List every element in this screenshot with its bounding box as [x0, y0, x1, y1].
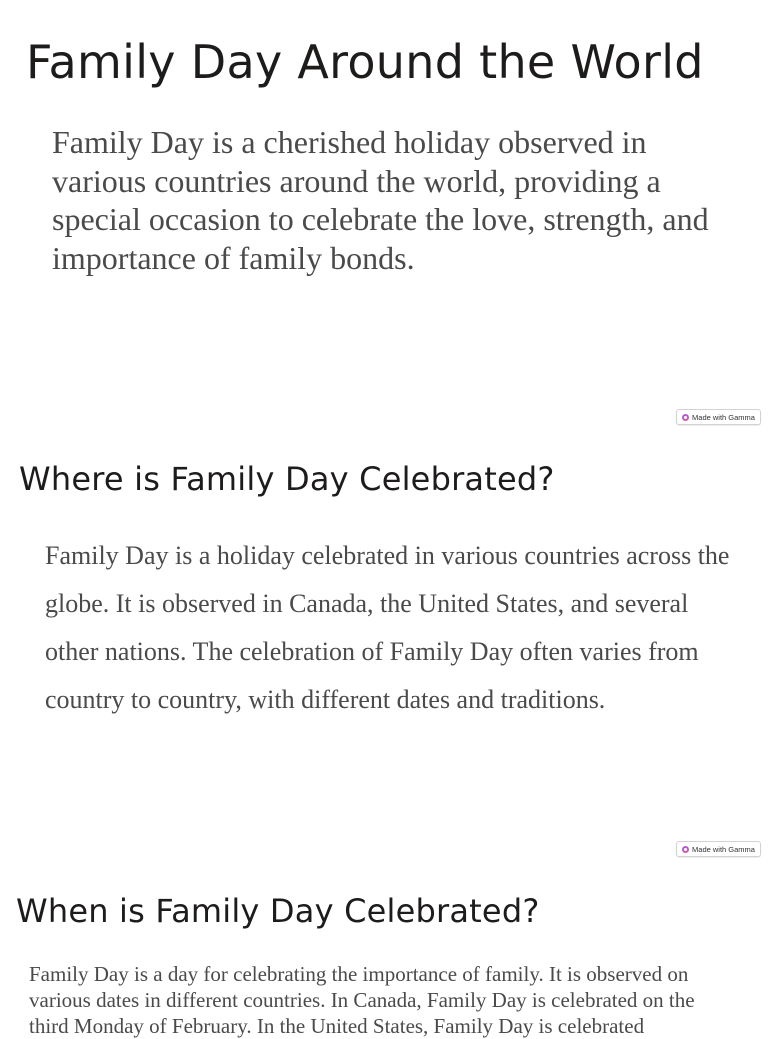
badge-label: Made with Gamma — [692, 844, 755, 854]
made-with-gamma-badge[interactable] — [676, 841, 761, 857]
gamma-logo-icon — [682, 414, 689, 421]
badge-label: Made with Gamma — [692, 412, 755, 422]
slide-1-body: Family Day is a cherished holiday observed in various countries around the world, providing a special occasion to celebrate the love, strength, and importance of family bonds. — [52, 124, 709, 276]
slide-2-body: Family Day is a holiday celebrated in various countries across the globe. It is observed in Canada, the United States, and several other nations. The celebration of Family Day often varies from country to country, with different dates and traditions. — [45, 541, 730, 714]
slide-2-title: Where is Family Day Celebrated? — [19, 460, 555, 498]
slide-3-title: When is Family Day Celebrated? — [16, 892, 540, 930]
made-with-gamma-badge[interactable] — [676, 409, 761, 425]
gamma-logo-icon — [682, 846, 689, 853]
slide-1-title: Family Day Around the World — [26, 35, 704, 89]
slide-3-body: Family Day is a day for celebrating the importance of family. It is observed on various dates in different countries. In Canada, Family Day is celebrated on the third Monday of February. In the United States, Family Day is celebrated — [29, 962, 695, 1038]
